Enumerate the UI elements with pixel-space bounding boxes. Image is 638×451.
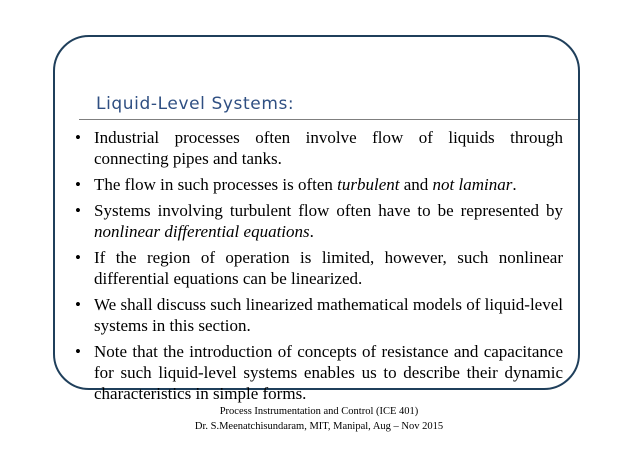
bullet-item <box>74 174 563 195</box>
bullet-text: Note that the introduction of concepts of resistance and capacitance for such liquid-level systems enables us to describe their dynamic characteristics in simple forms. <box>94 342 563 403</box>
emphasis-text: not laminar <box>432 175 513 194</box>
bullet-text: and <box>399 175 433 194</box>
bullet-text: . <box>512 175 517 194</box>
bullet-text: . <box>309 222 314 241</box>
bullet-marker: • <box>75 128 81 147</box>
bullet-item <box>74 294 563 336</box>
title-divider <box>79 119 578 120</box>
bullet-text: Systems involving turbulent flow often have to be represented by <box>94 201 563 220</box>
bullet-list <box>74 127 563 409</box>
bullet-text: If the region of operation is limited, however, such nonlinear differential equations can be linearized. <box>94 248 563 288</box>
slide-title: Liquid-Level Systems: <box>96 94 295 114</box>
emphasis-text: turbulent <box>337 175 400 194</box>
bullet-marker: • <box>75 248 81 267</box>
bullet-text: We shall discuss such linearized mathematical models of liquid-level systems in this section. <box>94 295 563 335</box>
bullet-text: Industrial processes often involve flow of liquids through connecting pipes and tanks. <box>94 128 563 168</box>
bullet-marker: • <box>75 175 81 194</box>
bullet-item <box>74 341 563 404</box>
bullet-text: The flow in such processes is often <box>94 175 338 194</box>
footer-author: Dr. S.Meenatchisundaram, MIT, Manipal, Aug – Nov 2015 <box>194 421 444 432</box>
bullet-marker: • <box>75 342 81 361</box>
bullet-marker: • <box>75 295 81 314</box>
bullet-marker: • <box>75 201 81 220</box>
bullet-item <box>74 200 563 242</box>
footer-course: Process Instrumentation and Control (ICE 401) <box>219 406 419 417</box>
emphasis-text: nonlinear differential equations <box>94 222 310 241</box>
bullet-item <box>74 247 563 289</box>
bullet-item <box>74 127 563 169</box>
